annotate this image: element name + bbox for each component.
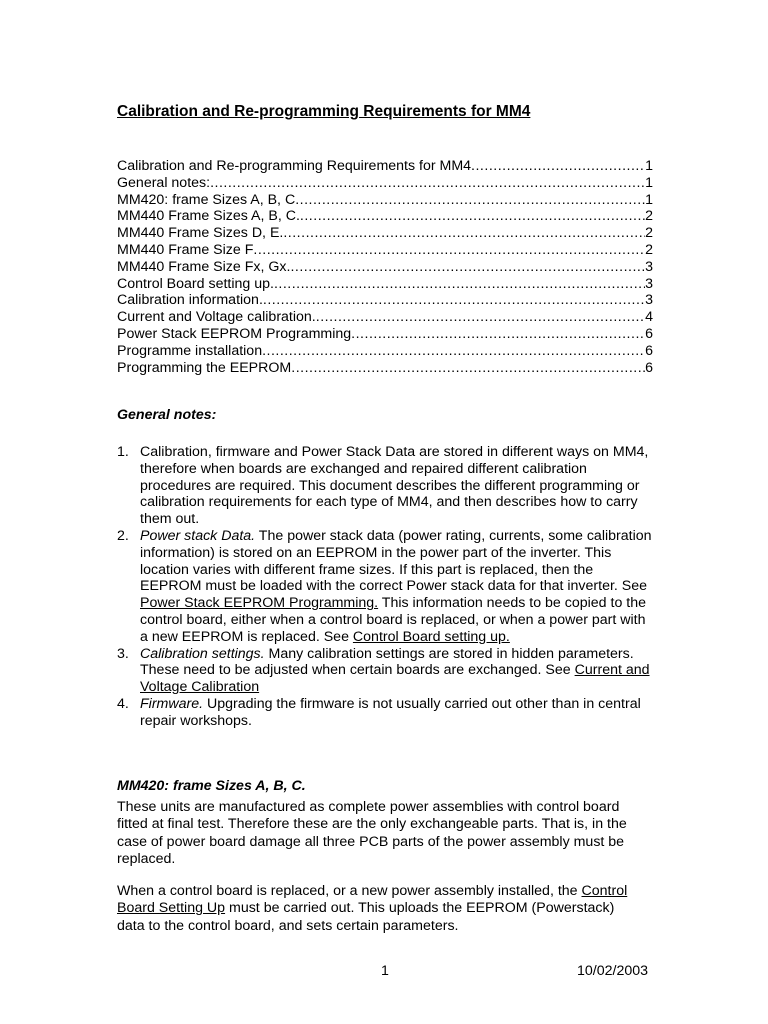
link-power-stack-eeprom-programming[interactable]: Power Stack EEPROM Programming.: [140, 595, 379, 612]
toc-leader-dots: [290, 259, 645, 276]
toc-entry[interactable]: [117, 326, 653, 343]
paragraph-text: must be carried out. This uploads the EEPROM (Powerstack) data to the control board, and sets certain parameters.: [117, 900, 615, 934]
list-item-text: The power stack data (power rating, currents, some calibration information) is stored on an EEPROM in the power part of the inverter. This location varies with different frame sizes. If this part is replaced, then the EEPROM must be loaded with the correct Power stack data for that inverter. See: [140, 527, 652, 595]
toc-entry-title: Control Board setting up.: [117, 275, 274, 292]
list-item-text: Calibration, firmware and Power Stack Data are stored in different ways on MM4, therefore when boards are exchanged and repaired different calibration procedures are required. This document describes the different programming or calibration requirements for each type of MM4, and then describes how to carry them out.: [140, 444, 649, 528]
toc-entry-page: 2: [645, 241, 653, 258]
toc-entry-title: General notes:: [117, 174, 211, 191]
toc-entry[interactable]: [117, 242, 653, 259]
list-item: [117, 696, 657, 730]
mm420-heading: MM420: frame Sizes A, B, C.: [117, 778, 306, 794]
toc-entry-title: Programme installation: [117, 342, 263, 359]
toc-leader-dots: [274, 276, 645, 293]
toc-entry[interactable]: [117, 192, 653, 209]
toc-entry-page: 3: [645, 275, 653, 292]
toc-entry-page: 1: [645, 191, 653, 208]
toc-entry-page: 3: [645, 292, 653, 309]
mm420-paragraph-1: These units are manufactured as complete power assemblies with control board fitted at final test. Therefore these are the only exchangeable parts. That is, in the case of power board damage all three PCB parts of the power assembly must be replaced.: [117, 799, 627, 868]
general-notes-list: [117, 444, 657, 730]
toc-entry-title: Calibration information.: [117, 292, 263, 309]
list-item-number: 1.: [117, 444, 129, 460]
document-title: Calibration and Re-programming Requirements for MM4: [117, 103, 531, 120]
mm420-paragraph-2: [117, 883, 637, 935]
toc-entry-title: MM440 Frame Sizes D, E.: [117, 225, 284, 242]
list-item-text: Upgrading the firmware is not usually carried out other than in central repair workshops.: [140, 695, 641, 729]
toc-entry[interactable]: [117, 259, 653, 276]
toc-entry[interactable]: [117, 225, 653, 242]
paragraph-text: When a control board is replaced, or a new power assembly installed, the: [117, 883, 582, 899]
list-item-number: 2.: [117, 527, 129, 544]
toc-leader-dots: [291, 360, 645, 377]
table-of-contents: [117, 158, 653, 376]
toc-entry-page: 1: [645, 174, 653, 191]
toc-leader-dots: [351, 326, 645, 343]
toc-entry-title: Power Stack EEPROM Programming: [117, 325, 352, 342]
toc-entry-title: MM440 Frame Sizes A, B, C.: [117, 208, 300, 225]
toc-entry[interactable]: [117, 158, 653, 175]
footer-page-number: 1: [381, 963, 389, 979]
list-item: [117, 444, 657, 528]
toc-leader-dots: [210, 175, 645, 192]
general-notes-heading: General notes:: [117, 407, 217, 423]
toc-leader-dots: [253, 242, 645, 259]
list-item-lead: Power stack Data.: [140, 527, 256, 544]
toc-leader-dots: [300, 208, 645, 225]
toc-entry-title: Programming the EEPROM: [117, 359, 292, 376]
link-control-board-setting-up-2[interactable]: Control Board Setting Up: [117, 883, 628, 917]
toc-entry-page: 2: [645, 225, 653, 242]
toc-entry[interactable]: [117, 309, 653, 326]
toc-leader-dots: [295, 192, 645, 209]
toc-entry[interactable]: [117, 343, 653, 360]
toc-leader-dots: [316, 309, 645, 326]
list-item: [117, 528, 657, 646]
toc-entry[interactable]: [117, 360, 653, 377]
toc-leader-dots: [262, 343, 645, 360]
toc-entry-page: 6: [645, 359, 653, 376]
toc-leader-dots: [283, 225, 645, 242]
toc-entry-title: MM440 Frame Size Fx, Gx.: [117, 258, 291, 275]
toc-entry[interactable]: [117, 292, 653, 309]
toc-entry-title: MM420: frame Sizes A, B, C: [117, 191, 296, 208]
toc-entry-page: 1: [645, 158, 653, 174]
footer-date: 10/02/2003: [577, 963, 649, 979]
toc-leader-dots: [471, 158, 645, 175]
toc-entry[interactable]: [117, 208, 653, 225]
list-item-text: Many calibration settings are stored in hidden parameters. These need to be adjusted when certain boards are exchanged. See: [140, 645, 634, 679]
toc-entry-page: 6: [645, 325, 653, 342]
list-item-number: 4.: [117, 695, 129, 712]
toc-leader-dots: [263, 292, 645, 309]
list-item-text: This information needs to be copied to the control board, either when a control board is replaced, or when a power part with a new EEPROM is replaced. See: [140, 595, 647, 645]
list-item-lead: Calibration settings.: [140, 645, 265, 662]
list-item: [117, 646, 657, 696]
toc-entry-title: MM440 Frame Size F: [117, 241, 254, 258]
toc-entry[interactable]: [117, 276, 653, 293]
list-item-number: 3.: [117, 645, 129, 662]
list-item-lead: Firmware.: [140, 695, 204, 712]
toc-entry-title: Current and Voltage calibration.: [117, 309, 316, 326]
toc-entry-page: 4: [645, 309, 653, 326]
link-control-board-setting-up[interactable]: Control Board setting up.: [352, 628, 510, 645]
toc-entry-page: 3: [645, 258, 653, 275]
toc-entry[interactable]: [117, 175, 653, 192]
link-current-and-voltage-calibration[interactable]: Current and Voltage Calibration: [140, 662, 650, 696]
toc-entry-page: 6: [645, 342, 653, 359]
toc-entry-page: 2: [645, 208, 653, 225]
toc-entry-title: Calibration and Re-programming Requirements for MM4: [117, 158, 472, 174]
